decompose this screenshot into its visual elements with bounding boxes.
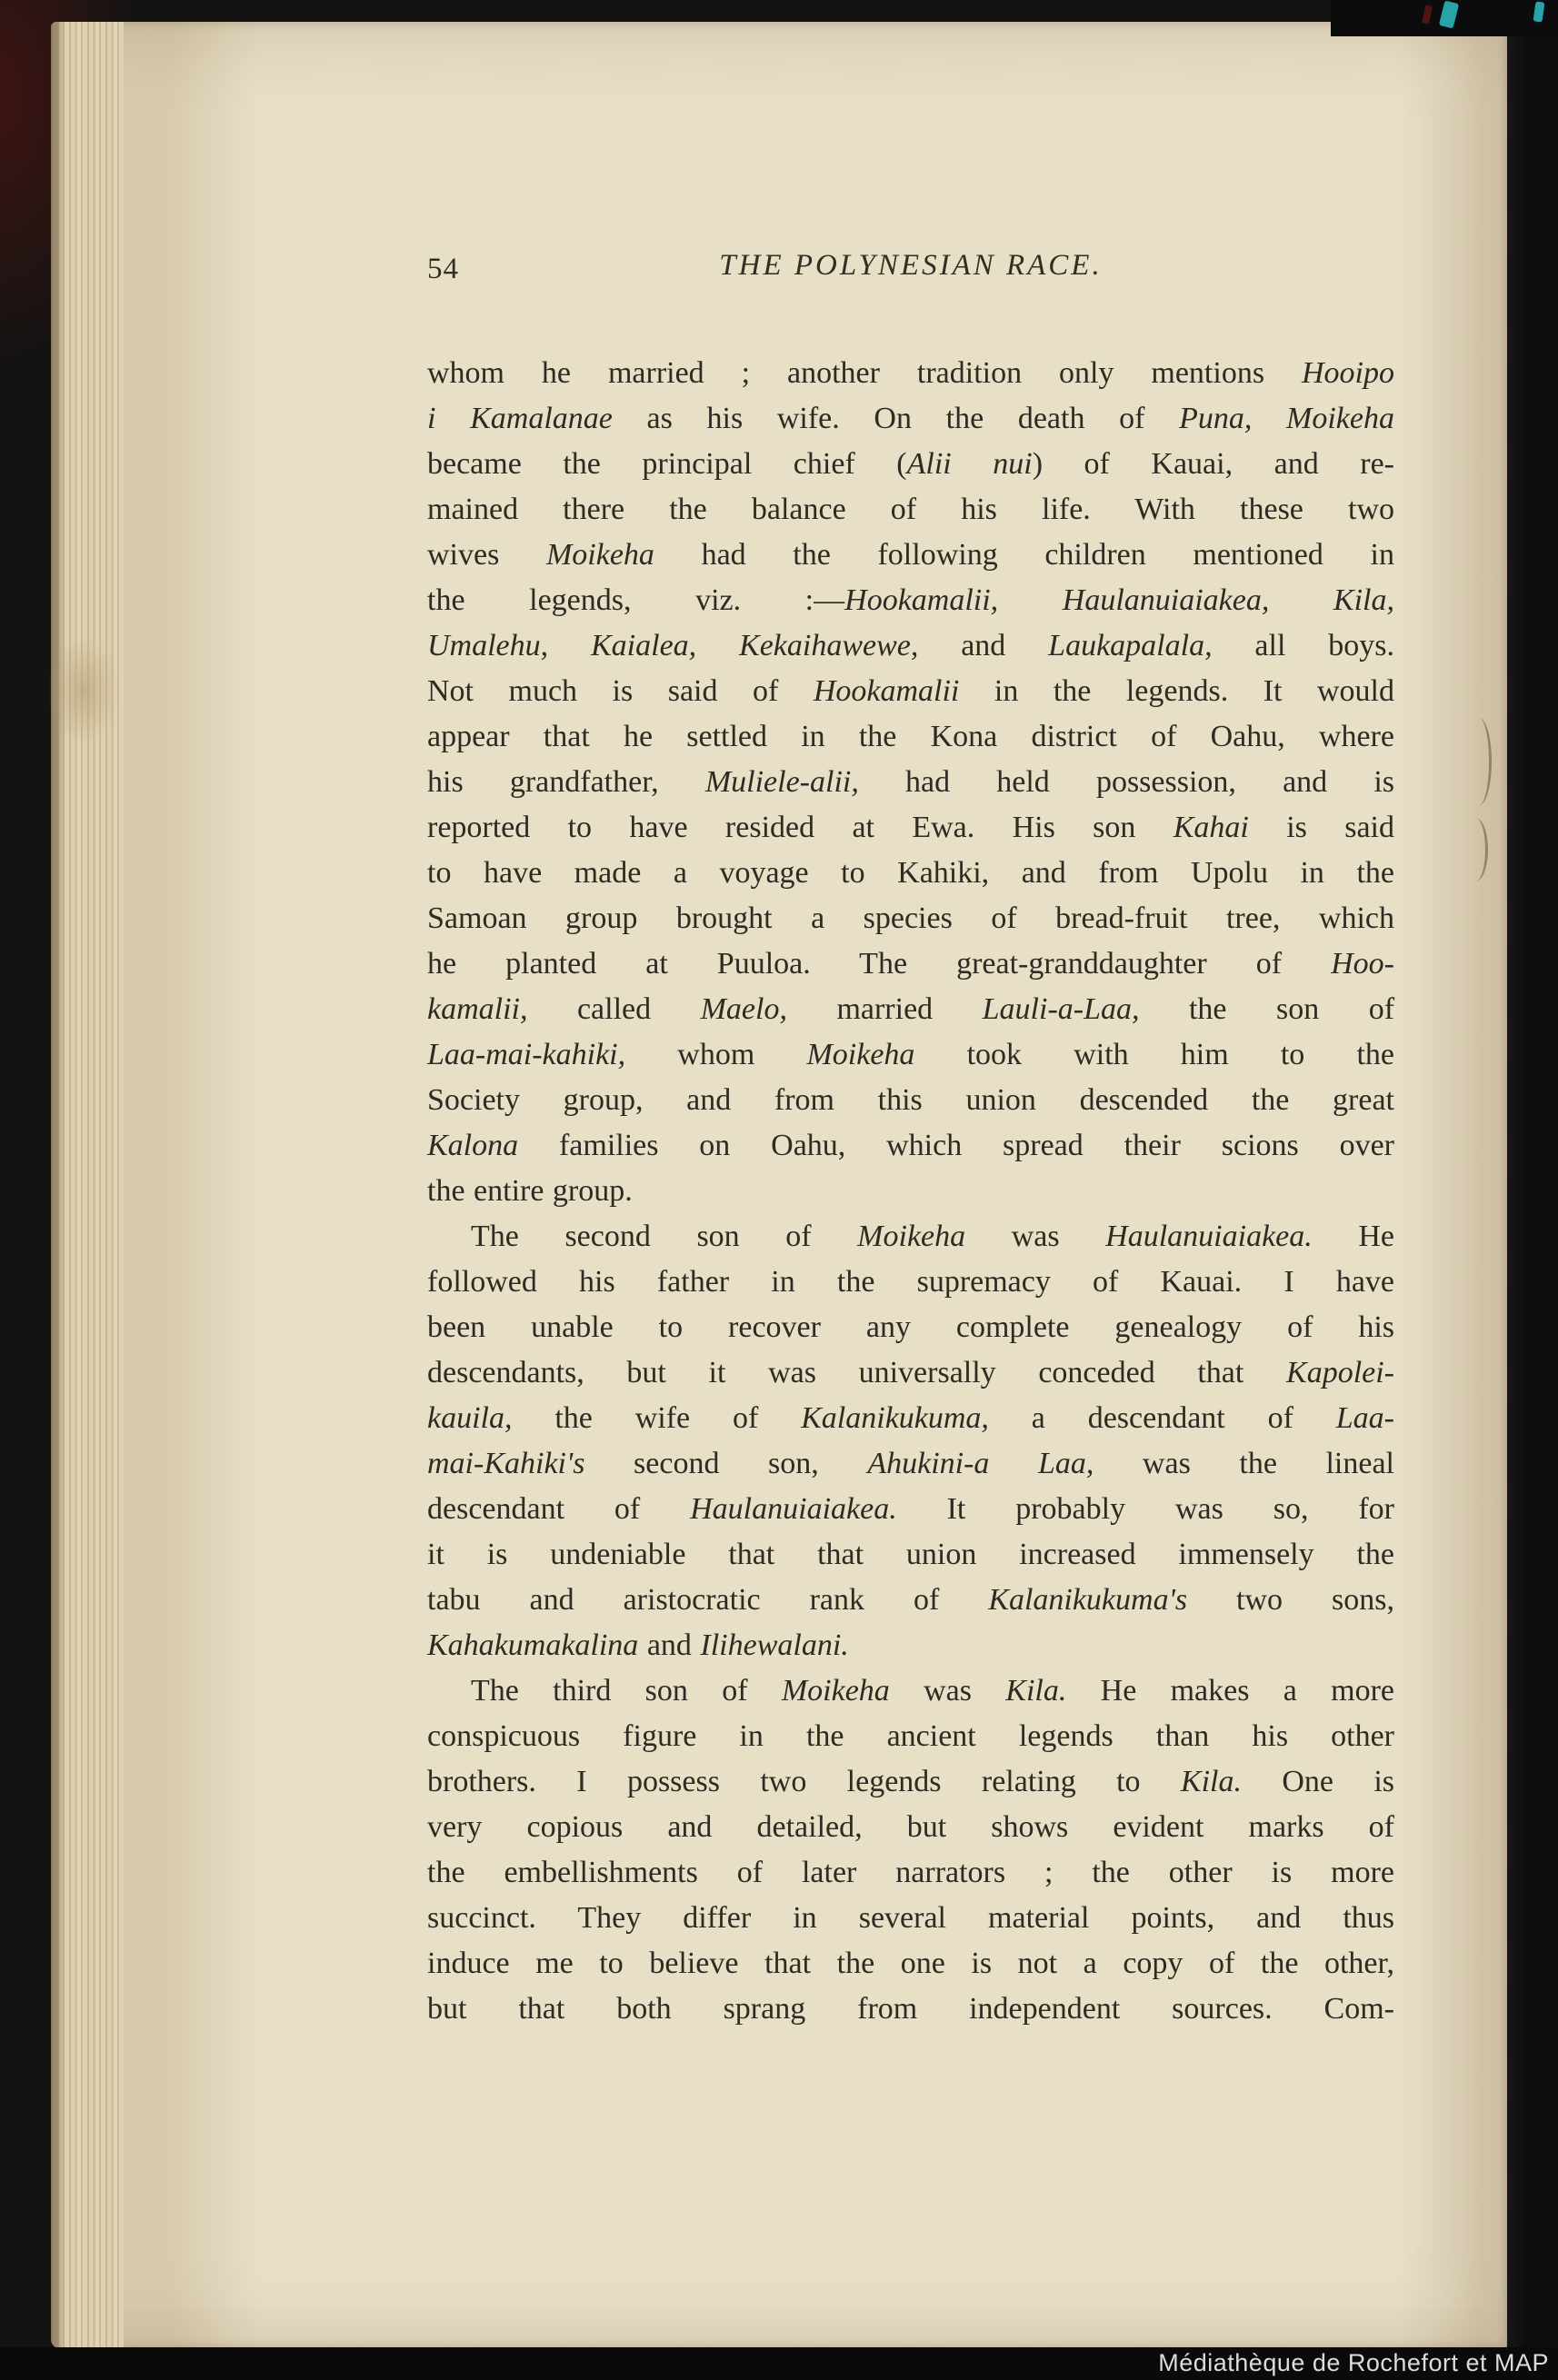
text-line: [427, 396, 1394, 442]
text-segment: brothers. I possess two legends relating to: [427, 1765, 1181, 1798]
text-segment: Not much is said of: [427, 674, 814, 708]
text-line: [427, 1714, 1394, 1759]
text-line: [427, 1668, 1394, 1714]
text-line: [427, 805, 1394, 851]
text-line: [427, 1078, 1394, 1123]
text-segment: is said: [1248, 811, 1394, 844]
text-line: [427, 941, 1394, 987]
text-line: [427, 760, 1394, 805]
text-segment: One is: [1241, 1765, 1394, 1798]
text-segment: Samoan group brought a species of bread-fruit tree, which: [427, 901, 1394, 935]
italic-text-segment: Haulanuiaiakea.: [1105, 1220, 1313, 1253]
text-line: [427, 1532, 1394, 1578]
text-line: [427, 1305, 1394, 1350]
text-line: [427, 1260, 1394, 1305]
text-segment: and: [638, 1628, 701, 1662]
text-segment: became the principal chief (: [427, 447, 907, 481]
text-line: [427, 1123, 1394, 1169]
text-segment: very copious and detailed, but shows evident marks of: [427, 1810, 1394, 1844]
italic-text-segment: kauila,: [427, 1401, 513, 1435]
text-segment: been unable to recover any complete genealogy of his: [427, 1310, 1394, 1344]
text-line: [427, 1032, 1394, 1078]
text-segment: his grandfather,: [427, 765, 705, 799]
teal-bookmark-accent: [1439, 0, 1459, 28]
text-segment: succinct. They differ in several material points, and thus: [427, 1901, 1394, 1935]
italic-text-segment: Moikeha: [806, 1038, 915, 1071]
text-segment: married: [786, 992, 983, 1026]
text-line: [427, 669, 1394, 714]
binding-top-edge: [1331, 0, 1558, 36]
text-segment: he planted at Puuloa. The great-granddaughter of: [427, 947, 1332, 981]
text-segment: The second son of: [471, 1220, 858, 1253]
text-segment: but that both sprang from independent sources. Com-: [427, 1992, 1394, 2026]
text-line: [427, 1896, 1394, 1941]
text-segment: ) of Kauai, and re-: [1032, 447, 1394, 481]
text-segment: was: [889, 1674, 1006, 1708]
italic-text-segment: Laa-mai-kahiki,: [427, 1038, 626, 1071]
text-segment: had held possession, and is: [858, 765, 1394, 799]
text-line: [427, 1850, 1394, 1896]
text-segment: descendants, but it was universally conceded that: [427, 1356, 1287, 1389]
text-segment: descendant of: [427, 1492, 691, 1526]
italic-text-segment: Moikeha: [781, 1674, 890, 1708]
text-line: [427, 1214, 1394, 1260]
text-line: [427, 1759, 1394, 1805]
text-segment: all boys.: [1212, 629, 1395, 662]
text-segment: a descendant of: [988, 1401, 1336, 1435]
page-fore-edge: [51, 22, 124, 2348]
text-line: [427, 442, 1394, 487]
text-line: [427, 1487, 1394, 1532]
italic-text-segment: kamalii,: [427, 992, 528, 1026]
italic-text-segment: Kalona: [427, 1129, 519, 1162]
text-segment: two sons,: [1187, 1583, 1394, 1617]
text-segment: mained there the balance of his life. With these two: [427, 493, 1394, 526]
text-segment: the legends, viz. :—: [427, 583, 845, 617]
text-segment: was the lineal: [1094, 1447, 1394, 1480]
text-line: [427, 1350, 1394, 1396]
text-segment: Society group, and from this union descended the great: [427, 1083, 1394, 1117]
italic-text-segment: Kahakumakalina: [427, 1628, 639, 1662]
italic-text-segment: Kila.: [1180, 1765, 1242, 1798]
text-segment: took with him to the: [914, 1038, 1394, 1071]
text-segment: induce me to believe that the one is not a copy of the other,: [427, 1947, 1394, 1980]
text-segment: appear that he settled in the Kona district of Oahu, where: [427, 720, 1394, 753]
text-line: [427, 1805, 1394, 1850]
text-line: [427, 896, 1394, 941]
italic-text-segment: Muliele-alii,: [704, 765, 859, 799]
italic-text-segment: Moikeha: [545, 538, 654, 572]
running-head: THE POLYNESIAN RACE.: [719, 249, 1103, 282]
italic-text-segment: Kapolei-: [1286, 1356, 1394, 1389]
text-segment: it is undeniable that that union increased immensely the: [427, 1538, 1394, 1571]
italic-text-segment: Ilihewalani.: [700, 1628, 849, 1662]
library-watermark: Médiathèque de Rochefort et MAP: [1158, 2349, 1549, 2376]
text-line: [427, 533, 1394, 578]
italic-text-segment: i Kamalanae: [427, 402, 613, 435]
text-line: [427, 1578, 1394, 1623]
binding-shadow: [1507, 0, 1558, 2380]
text-segment: in the legends. It would: [959, 674, 1394, 708]
body-text: [427, 351, 1394, 2032]
text-segment: and: [918, 629, 1049, 662]
text-segment: the embellishments of later narrators ; the other is more: [427, 1856, 1394, 1889]
text-segment: whom: [625, 1038, 807, 1071]
text-line: [427, 1941, 1394, 1987]
italic-text-segment: Lauli-a-Laa,: [982, 992, 1140, 1026]
text-segment: It probably was so, for: [896, 1492, 1394, 1526]
teal-bookmark-accent: [1533, 1, 1545, 22]
text-line: [427, 714, 1394, 760]
text-segment: whom he married ; another tradition only mentions: [427, 356, 1302, 390]
text-segment: families on Oahu, which spread their scions over: [518, 1129, 1394, 1162]
text-segment: had the following children mentioned in: [654, 538, 1394, 572]
text-segment: wives: [427, 538, 546, 572]
italic-text-segment: Maelo,: [700, 992, 787, 1026]
watermark-bar: [0, 2347, 1558, 2380]
printed-text-block: [427, 249, 1394, 2032]
text-line: [427, 487, 1394, 533]
italic-text-segment: Kahai: [1173, 811, 1249, 844]
text-line: [427, 1169, 1394, 1214]
italic-text-segment: Laa-: [1335, 1401, 1394, 1435]
italic-text-segment: Hoo-: [1331, 947, 1394, 981]
italic-text-segment: Hookamalii: [813, 674, 960, 708]
text-segment: conspicuous figure in the ancient legends than his other: [427, 1719, 1394, 1753]
text-segment: followed his father in the supremacy of Kauai. I have: [427, 1265, 1394, 1299]
italic-text-segment: Alii nui: [906, 447, 1033, 481]
text-line: [427, 1987, 1394, 2032]
paper-stain: [47, 636, 120, 745]
text-line: [427, 851, 1394, 896]
italic-text-segment: Moikeha: [857, 1220, 966, 1253]
binding-red-accent: [1422, 5, 1433, 24]
italic-text-segment: mai-Kahiki's: [427, 1447, 585, 1480]
italic-text-segment: Kalanikukuma's: [988, 1583, 1188, 1617]
text-segment: The third son of: [471, 1674, 782, 1708]
text-line: [427, 351, 1394, 396]
italic-text-segment: Hooipo: [1302, 356, 1394, 390]
italic-text-segment: Kalanikukuma,: [801, 1401, 989, 1435]
text-segment: He makes a more: [1066, 1674, 1394, 1708]
page-number: 54: [427, 253, 459, 285]
text-line: [427, 623, 1394, 669]
page-header: [427, 249, 1394, 291]
text-segment: second son,: [584, 1447, 868, 1480]
italic-text-segment: Kila.: [1005, 1674, 1067, 1708]
text-segment: was: [965, 1220, 1106, 1253]
text-line: [427, 578, 1394, 623]
italic-text-segment: Umalehu, Kaialea, Kekaihawewe,: [427, 629, 919, 662]
text-segment: as his wife. On the death of: [612, 402, 1180, 435]
text-line: [427, 987, 1394, 1032]
text-segment: the son of: [1139, 992, 1395, 1026]
text-line: [427, 1396, 1394, 1441]
text-segment: the wife of: [512, 1401, 802, 1435]
italic-text-segment: Laukapalala,: [1048, 629, 1213, 662]
italic-text-segment: Haulanuiaiakea.: [690, 1492, 897, 1526]
text-line: [427, 1441, 1394, 1487]
text-line: [427, 1623, 1394, 1668]
italic-text-segment: Hookamalii, Haulanuiaiakea, Kila,: [844, 583, 1394, 617]
text-segment: to have made a voyage to Kahiki, and from Upolu in the: [427, 856, 1394, 890]
italic-text-segment: Puna, Moikeha: [1179, 402, 1394, 435]
text-segment: tabu and aristocratic rank of: [427, 1583, 989, 1617]
text-segment: called: [527, 992, 701, 1026]
book-page: [51, 22, 1507, 2348]
text-segment: reported to have resided at Ewa. His son: [427, 811, 1173, 844]
text-segment: He: [1312, 1220, 1394, 1253]
italic-text-segment: Ahukini-a Laa,: [867, 1447, 1094, 1480]
text-segment: the entire group.: [427, 1174, 633, 1208]
